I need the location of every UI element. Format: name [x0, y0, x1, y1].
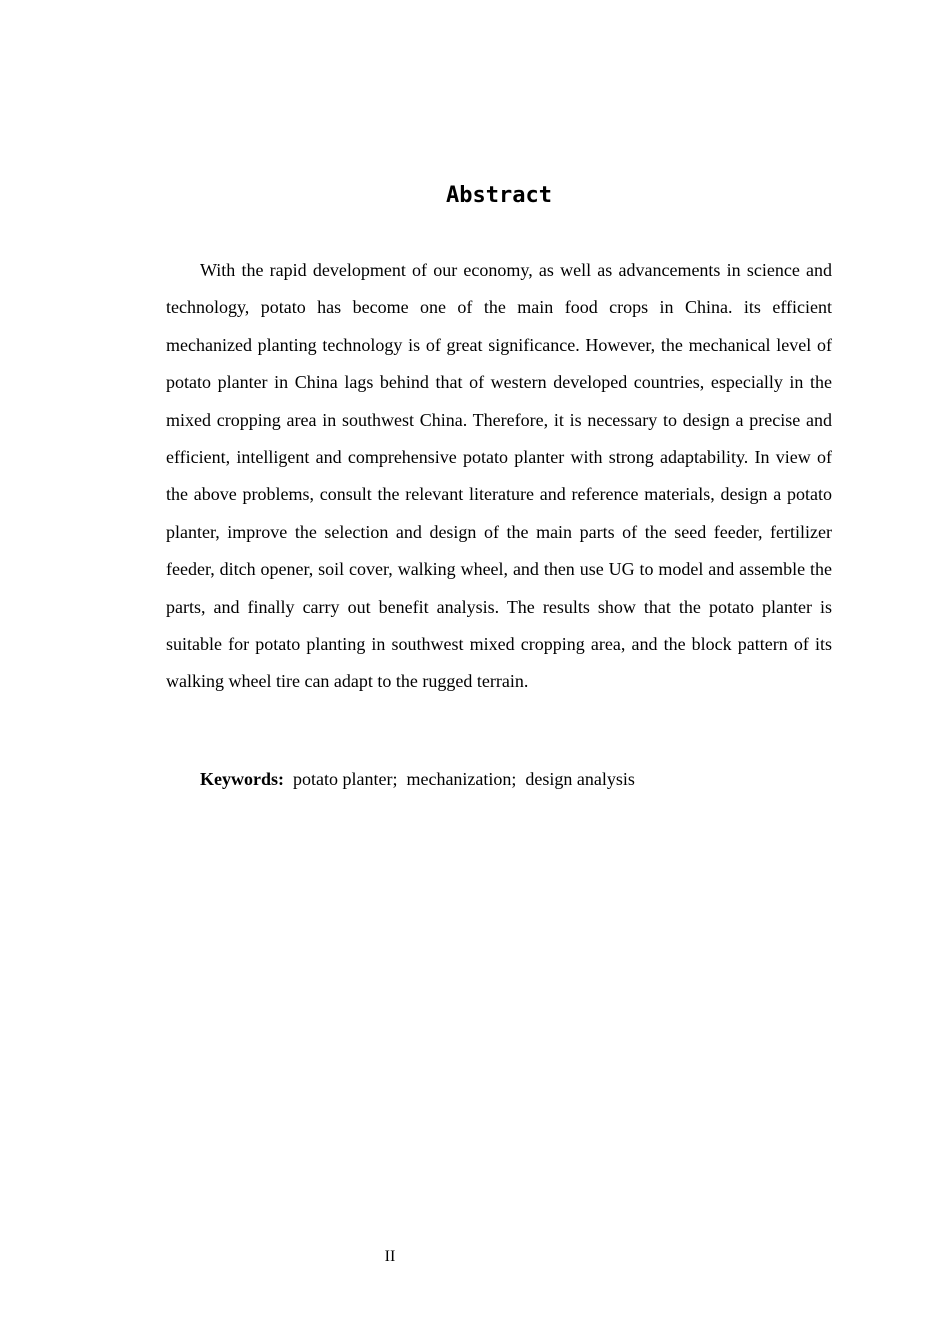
keywords-text: potato planter; mechanization; design analysis	[284, 769, 635, 789]
abstract-title: Abstract	[446, 183, 552, 208]
keywords-line	[200, 764, 832, 794]
keywords-label: Keywords:	[200, 769, 284, 789]
abstract-paragraph: With the rapid development of our economy, as well as advancements in science and technology, potato has become one of the main food crops in China. its efficient mechanized planting technology is of great significance. However, the mechanical level of potato planter in China lags behind that of western developed countries, especially in the mixed cropping area in southwest China. Therefore, it is necessary to design a precise and efficient, intelligent and comprehensive potato planter with strong adaptability. In view of the above problems, consult the relevant literature and reference materials, design a potato planter, improve the selection and design of the main parts of the seed feeder, fertilizer feeder, ditch opener, soil cover, walking wheel, and then use UG to model and assemble the parts, and finally carry out benefit analysis. The results show that the potato planter is suitable for potato planting in southwest mixed cropping area, and the block pattern of its walking wheel tire can adapt to the rugged terrain.	[166, 260, 832, 692]
page-number: II	[384, 1248, 396, 1265]
